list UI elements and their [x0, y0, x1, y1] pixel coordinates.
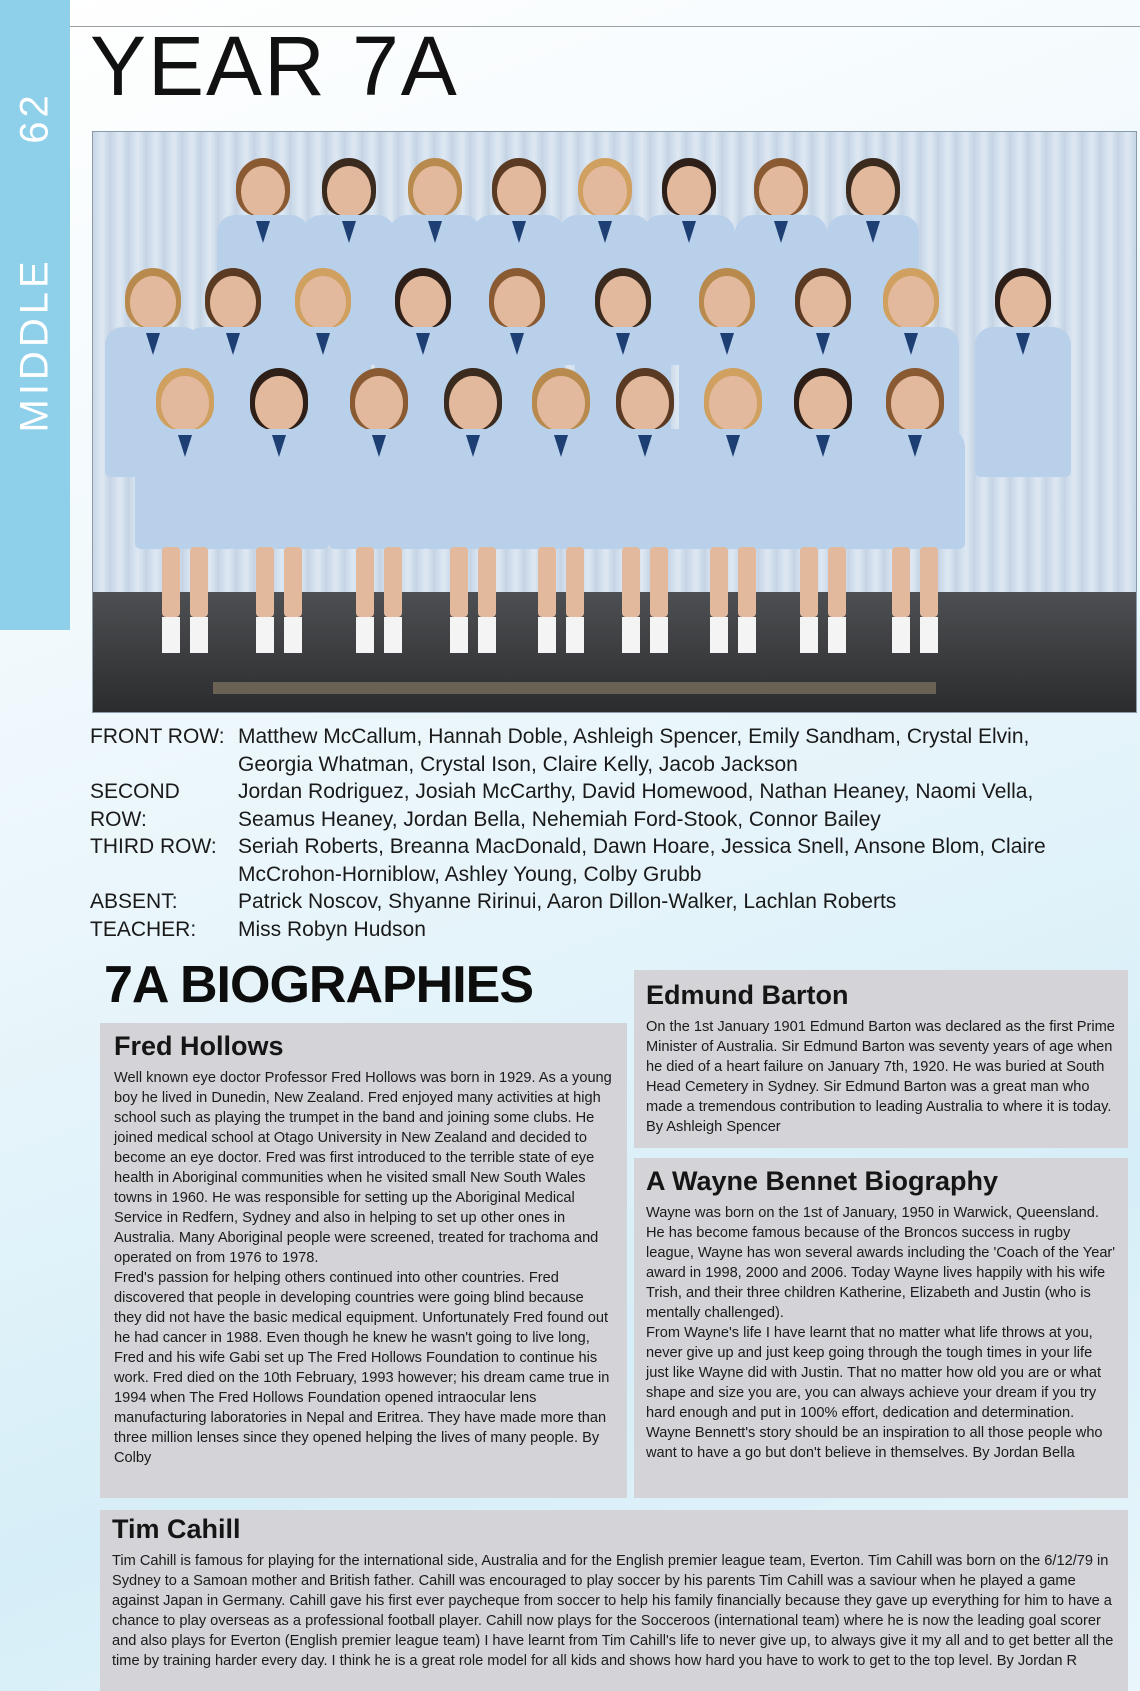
- caption-label: TEACHER:: [90, 917, 197, 941]
- student-figure: [978, 272, 1068, 572]
- tie: [372, 435, 386, 457]
- sock: [738, 617, 756, 653]
- sock: [710, 617, 728, 653]
- section-label: MIDDLE: [12, 257, 57, 433]
- legs: [920, 547, 938, 617]
- bio-title: Edmund Barton: [646, 980, 849, 1010]
- sock: [256, 617, 274, 653]
- head: [1000, 276, 1046, 329]
- legs: [538, 547, 556, 617]
- head: [255, 376, 303, 431]
- tie: [816, 435, 830, 457]
- head: [891, 376, 939, 431]
- legs: [892, 547, 910, 617]
- tie: [774, 221, 788, 243]
- bio-text: Well known eye doctor Professor Fred Hollows was born in 1929. As a young boy he lived in Dunedin, New Zealand. Fred enjoyed many activities at high school such as playing the trumpet in the band and joining some clubs. He joined medical school at Otago University in New Zealand and decided to become an eye doctor. Fred was first introduced to the terrible state of eye health in Aboriginal communities when he visited small New South Wales towns in 1960. He was responsible for setting up the Aboriginal Medical Service in Redfern, Sydney and also in helping to set up other ones in Australia. Many Aboriginal people were screened, treated for trachoma and operated on from 1976 to 1978. Fred's passion for helping others continued into other countries. Fred discovered that people in developing countries were going blind because they did not have the basic medical equipment. Unfortunately Fred found out he had cancer in 1988. Even though he knew he wasn't going to live long, Fred and his wife Gabi set up The Fred Hollows Foundation to continue his work. Fred died on the 10th February, 1993 however; his dream came true in 1994 when The Fred Hollows Foundation opened intraocular lens manufacturing laboratories in Nepal and Eritrea. They have made more than three million lenses since they opened helping the lives of many people. By Colby: [114, 1070, 612, 1466]
- student-figure: [140, 372, 230, 672]
- sock: [920, 617, 938, 653]
- head: [888, 276, 934, 329]
- sock: [384, 617, 402, 653]
- legs: [190, 547, 208, 617]
- tie: [256, 221, 270, 243]
- tie: [316, 333, 330, 355]
- legs: [356, 547, 374, 617]
- head: [709, 376, 757, 431]
- student-figure: [600, 372, 690, 672]
- page-title: YEAR 7A: [90, 19, 459, 113]
- student-figure: [334, 372, 424, 672]
- head: [413, 166, 457, 217]
- head: [400, 276, 446, 329]
- legs: [650, 547, 668, 617]
- sock: [284, 617, 302, 653]
- sock: [800, 617, 818, 653]
- tie: [616, 333, 630, 355]
- tie: [226, 333, 240, 355]
- legs: [162, 547, 180, 617]
- tie: [178, 435, 192, 457]
- caption-row-front: [90, 723, 1090, 778]
- photo-bench: [213, 682, 936, 694]
- caption-row-absent: [90, 888, 1090, 916]
- head: [851, 166, 895, 217]
- tie: [512, 221, 526, 243]
- head: [600, 276, 646, 329]
- bio-card-wayne-bennet: [634, 1158, 1128, 1498]
- bio-text: On the 1st January 1901 Edmund Barton was declared as the first Prime Minister of Australia. Sir Edmund Barton was seventy years of age when he died of a heart failure on January 7th, 1920. He was buried at South Head Cemetery in Sydney. Sir Edmund Barton was a great man who made a tremendous contribution to leading Australia to where it is today. By Ashleigh Spencer: [646, 1019, 1115, 1135]
- bio-card-tim-cahill: [100, 1510, 1128, 1691]
- sock: [478, 617, 496, 653]
- caption-label: SECOND ROW:: [90, 780, 180, 831]
- tie: [598, 221, 612, 243]
- tie: [866, 221, 880, 243]
- tie: [904, 333, 918, 355]
- legs: [256, 547, 274, 617]
- student-figure: [234, 372, 324, 672]
- tie: [638, 435, 652, 457]
- page-number: 62: [12, 91, 57, 144]
- tie: [554, 435, 568, 457]
- head: [327, 166, 371, 217]
- student-figure: [428, 372, 518, 672]
- legs: [800, 547, 818, 617]
- bio-title: Fred Hollows: [114, 1031, 284, 1061]
- caption-row-third: [90, 833, 1090, 888]
- head: [799, 376, 847, 431]
- caption-names: Miss Robyn Hudson: [238, 917, 426, 941]
- student-figure: [870, 372, 960, 672]
- sock: [162, 617, 180, 653]
- sock: [828, 617, 846, 653]
- head: [621, 376, 669, 431]
- head: [300, 276, 346, 329]
- head: [241, 166, 285, 217]
- tie: [272, 435, 286, 457]
- caption-names: Patrick Noscov, Shyanne Ririnui, Aaron Dillon-Walker, Lachlan Roberts: [238, 890, 897, 913]
- bio-card-fred-hollows: [100, 1023, 627, 1498]
- caption-row-teacher: [90, 916, 1090, 944]
- head: [161, 376, 209, 431]
- side-band-corner: [0, 510, 70, 630]
- caption-label: THIRD ROW:: [90, 835, 217, 858]
- tie: [146, 333, 160, 355]
- sock: [190, 617, 208, 653]
- student-figure: [516, 372, 606, 672]
- tie: [466, 435, 480, 457]
- caption-label: ABSENT:: [90, 890, 178, 913]
- tie: [816, 333, 830, 355]
- caption-names: Seriah Roberts, Breanna MacDonald, Dawn Hoare, Jessica Snell, Ansone Blom, Claire McCrohon-Horniblow, Ashley Young, Colby Grubb: [238, 835, 1046, 886]
- tie: [682, 221, 696, 243]
- student-figure: [778, 372, 868, 672]
- head: [800, 276, 846, 329]
- caption-label: FRONT ROW:: [90, 725, 225, 748]
- biographies-heading: 7A BIOGRAPHIES: [104, 956, 534, 1014]
- tie: [510, 333, 524, 355]
- tie: [908, 435, 922, 457]
- caption-names: Jordan Rodriguez, Josiah McCarthy, David Homewood, Nathan Heaney, Naomi Vella, Seamus Heaney, Jordan Bella, Nehemiah Ford-Stook, Connor Bailey: [238, 780, 1034, 831]
- legs: [384, 547, 402, 617]
- head: [583, 166, 627, 217]
- tie: [428, 221, 442, 243]
- head: [449, 376, 497, 431]
- bio-card-edmund-barton: [634, 970, 1128, 1148]
- head: [704, 276, 750, 329]
- legs: [710, 547, 728, 617]
- legs: [450, 547, 468, 617]
- tie: [720, 333, 734, 355]
- bio-title: A Wayne Bennet Biography: [646, 1166, 999, 1196]
- tie: [342, 221, 356, 243]
- sock: [650, 617, 668, 653]
- sock: [538, 617, 556, 653]
- head: [667, 166, 711, 217]
- head: [537, 376, 585, 431]
- student-figure: [688, 372, 778, 672]
- legs: [284, 547, 302, 617]
- head: [494, 276, 540, 329]
- tie: [726, 435, 740, 457]
- tie: [416, 333, 430, 355]
- bio-text: Wayne was born on the 1st of January, 1950 in Warwick, Queensland. He has become famous because of the Broncos success in rugby league, Wayne has won several awards including the 'Coach of the Year' award in 1998, 2000 and 2006. Today Wayne lives happily with his wife Trish, and their three children Katherine, Elizabeth and Justin (who is mentally challenged). From Wayne's life I have learnt that no matter what life throws at you, never give up and just keep going through the tough times in your life just like Wayne did with Justin. That no matter how old you are or what shape and size you are, you can always achieve your dream if you try hard enough and put in 100% effort, dedication and determination. Wayne Bennett's story should be an inspiration to all those people who want to have a go but don't believe in themselves. By Jordan Bella: [646, 1205, 1116, 1461]
- legs: [566, 547, 584, 617]
- head: [497, 166, 541, 217]
- legs: [738, 547, 756, 617]
- head: [355, 376, 403, 431]
- sock: [892, 617, 910, 653]
- legs: [622, 547, 640, 617]
- sock: [356, 617, 374, 653]
- sock: [622, 617, 640, 653]
- sock: [566, 617, 584, 653]
- head: [210, 276, 256, 329]
- bio-title: Tim Cahill: [112, 1514, 241, 1544]
- caption-names: Matthew McCallum, Hannah Doble, Ashleigh Spencer, Emily Sandham, Crystal Elvin, Georgia Whatman, Crystal Ison, Claire Kelly, Jacob Jackson: [238, 725, 1030, 776]
- photo-caption: [90, 723, 1090, 943]
- head: [759, 166, 803, 217]
- legs: [478, 547, 496, 617]
- legs: [828, 547, 846, 617]
- head: [130, 276, 176, 329]
- bio-text: Tim Cahill is famous for playing for the international side, Australia and for the English premier league team, Everton. Tim Cahill was born on the 6/12/79 in Sydney to a Samoan mother and British father. Cahill was encouraged to play soccer by his parents Tim Cahill was a saviour when he played a game against Japan in Germany. Cahill gave his first ever paycheque from soccer to help his family financially because they gave up everything for him to have a chance to play overseas as a professional football player. Cahill now plays for the Socceroos (international team) where he is now the leading goal scorer and also plays for Everton (English premier league team) I have learnt from Tim Cahill's life to never give up, to always give it my all and to get better all the time by training harder every day. I think he is a great role model for all kids and shows how hard you have to work to get to the top level. By Jordan R: [112, 1553, 1114, 1669]
- tie: [1016, 333, 1030, 355]
- class-photo: [92, 131, 1137, 713]
- sock: [450, 617, 468, 653]
- caption-row-second: [90, 778, 1090, 833]
